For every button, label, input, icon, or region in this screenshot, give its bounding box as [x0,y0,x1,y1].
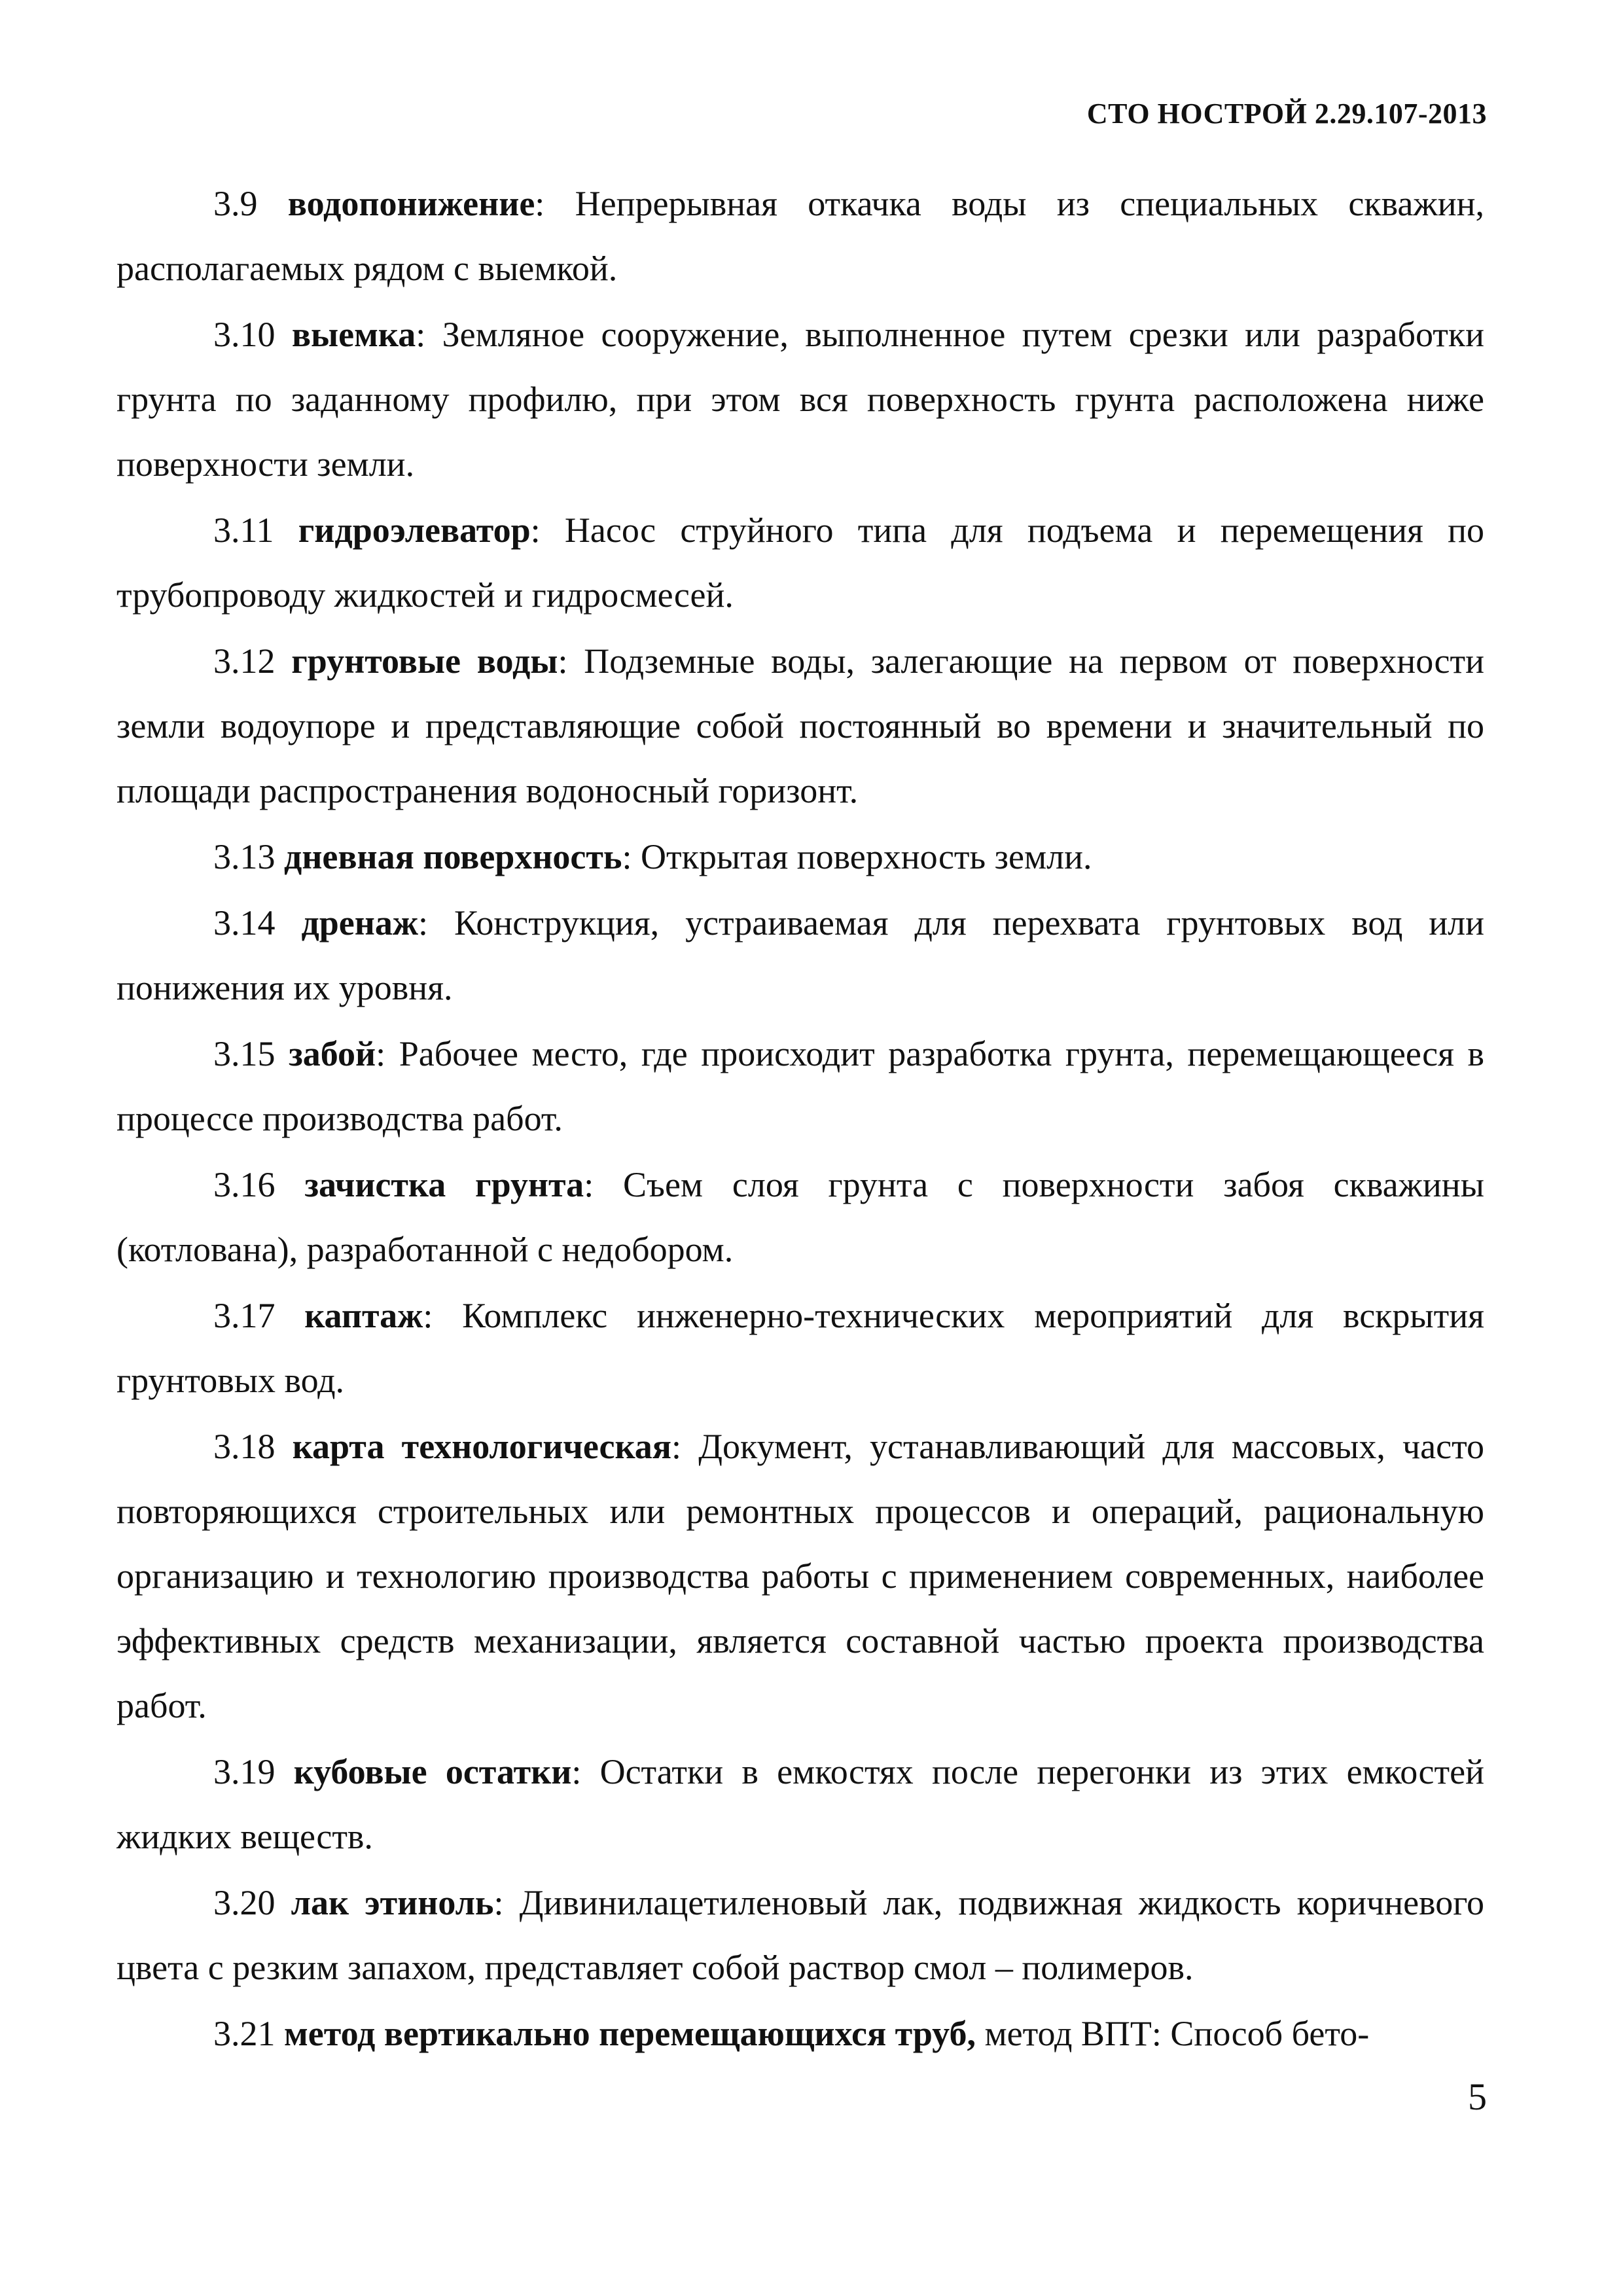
definition-entry [116,1022,1484,1151]
entry-number: 3.9 [213,184,258,223]
entry-text: Земляное сооружение, выполненное путем срезки или разработки грунта по заданному профилю, при этом вся поверхность грунта расположена ниже поверхности земли. [116,315,1485,484]
entry-text: Дивинилацетиленовый лак, подвижная жидкость коричневого цвета с резким запахом, представляет собой раствор смол – полимеров. [116,1883,1484,1987]
entry-term: метод вертикально перемещающихся труб, [284,2014,976,2053]
entry-term: дневная поверхность [284,837,622,876]
entry-separator: : [418,903,429,942]
entry-number: 3.13 [213,837,276,876]
entry-separator: : [535,184,545,223]
definition-entry [116,498,1484,628]
entry-separator: : [423,1296,433,1335]
entry-separator: : [622,837,632,876]
entry-term: грунтовые воды [291,641,558,681]
entry-text: Подземные воды, залегающие на первом от поверхности земли водоупоре и представляющие собой постоянный во времени и значительный по площади распространения водоносный горизонт. [116,641,1485,810]
entry-text: Остатки в емкостях после перегонки из этих емкостей жидких веществ. [116,1752,1484,1856]
entry-separator: : [530,511,541,550]
entry-number: 3.12 [213,641,276,681]
definition-entry [116,1153,1484,1282]
entry-separator: : [671,1427,681,1466]
entry-term: каптаж [304,1296,423,1335]
entry-term: зачистка грунта [304,1165,584,1204]
definition-entry [116,825,1484,889]
entry-text: Открытая поверхность земли. [632,837,1092,876]
entry-text: Рабочее место, где происходит разработка грунта, перемещающееся в процессе производства работ. [116,1034,1485,1138]
entry-term: выемка [291,315,416,354]
definition-entry [116,2001,1484,2066]
entry-term: гидроэлеватор [298,511,531,550]
entry-term: карта технологическая [292,1427,671,1466]
entry-number: 3.16 [213,1165,276,1204]
entry-text: Съем слоя грунта с поверхности забоя скважины (котлована), разработанной с недобором. [116,1165,1484,1269]
definition-entry [116,1740,1484,1869]
definition-entry [116,1871,1484,2000]
entry-separator: : [493,1883,504,1922]
entry-text: метод ВПТ: Способ бето- [975,2014,1370,2053]
entry-separator: : [558,641,568,681]
entry-separator: : [584,1165,594,1204]
entry-number: 3.20 [213,1883,276,1922]
definitions-list [116,171,1484,2068]
entry-number: 3.21 [213,2014,276,2053]
entry-term: водопонижение [287,184,535,223]
page-number: 5 [1468,2075,1487,2118]
entry-separator: : [416,315,426,354]
entry-number: 3.10 [213,315,276,354]
definition-entry [116,1414,1484,1738]
definition-entry [116,891,1484,1020]
entry-text: Конструкция, устраиваемая для перехвата грунтовых вод или понижения их уровня. [116,903,1484,1007]
entry-text: Документ, устанавливающий для массовых, часто повторяющихся строительных или ремонтных процессов и операций, рациональную организацию и технологию производства работы с применением современных, наиболее эффективных средств механизации, является составной частью проекта производства работ. [116,1427,1484,1725]
entry-term: дренаж [301,903,419,942]
definition-entry [116,1283,1484,1413]
document-code: СТО НОСТРОЙ 2.29.107-2013 [1086,98,1487,130]
entry-number: 3.17 [213,1296,276,1335]
entry-number: 3.14 [213,903,276,942]
entry-number: 3.15 [213,1034,276,1073]
definition-entry [116,302,1484,497]
entry-term: лак этиноль [291,1883,494,1922]
entry-term: кубовые остатки [293,1752,572,1791]
entry-term: забой [289,1034,376,1073]
entry-separator: : [571,1752,582,1791]
entry-text: Насос струйного типа для подъема и перемещения по трубопроводу жидкостей и гидросмесей. [116,511,1485,615]
entry-text: Комплекс инженерно-технических мероприятий для вскрытия грунтовых вод. [116,1296,1485,1400]
entry-text: Непрерывная откачка воды из специальных скважин, располагаемых рядом с выемкой. [116,184,1484,288]
entry-number: 3.18 [213,1427,276,1466]
definition-entry [116,171,1484,301]
definition-entry [116,629,1484,823]
entry-separator: : [376,1034,386,1073]
entry-number: 3.19 [213,1752,276,1791]
entry-number: 3.11 [213,511,274,550]
